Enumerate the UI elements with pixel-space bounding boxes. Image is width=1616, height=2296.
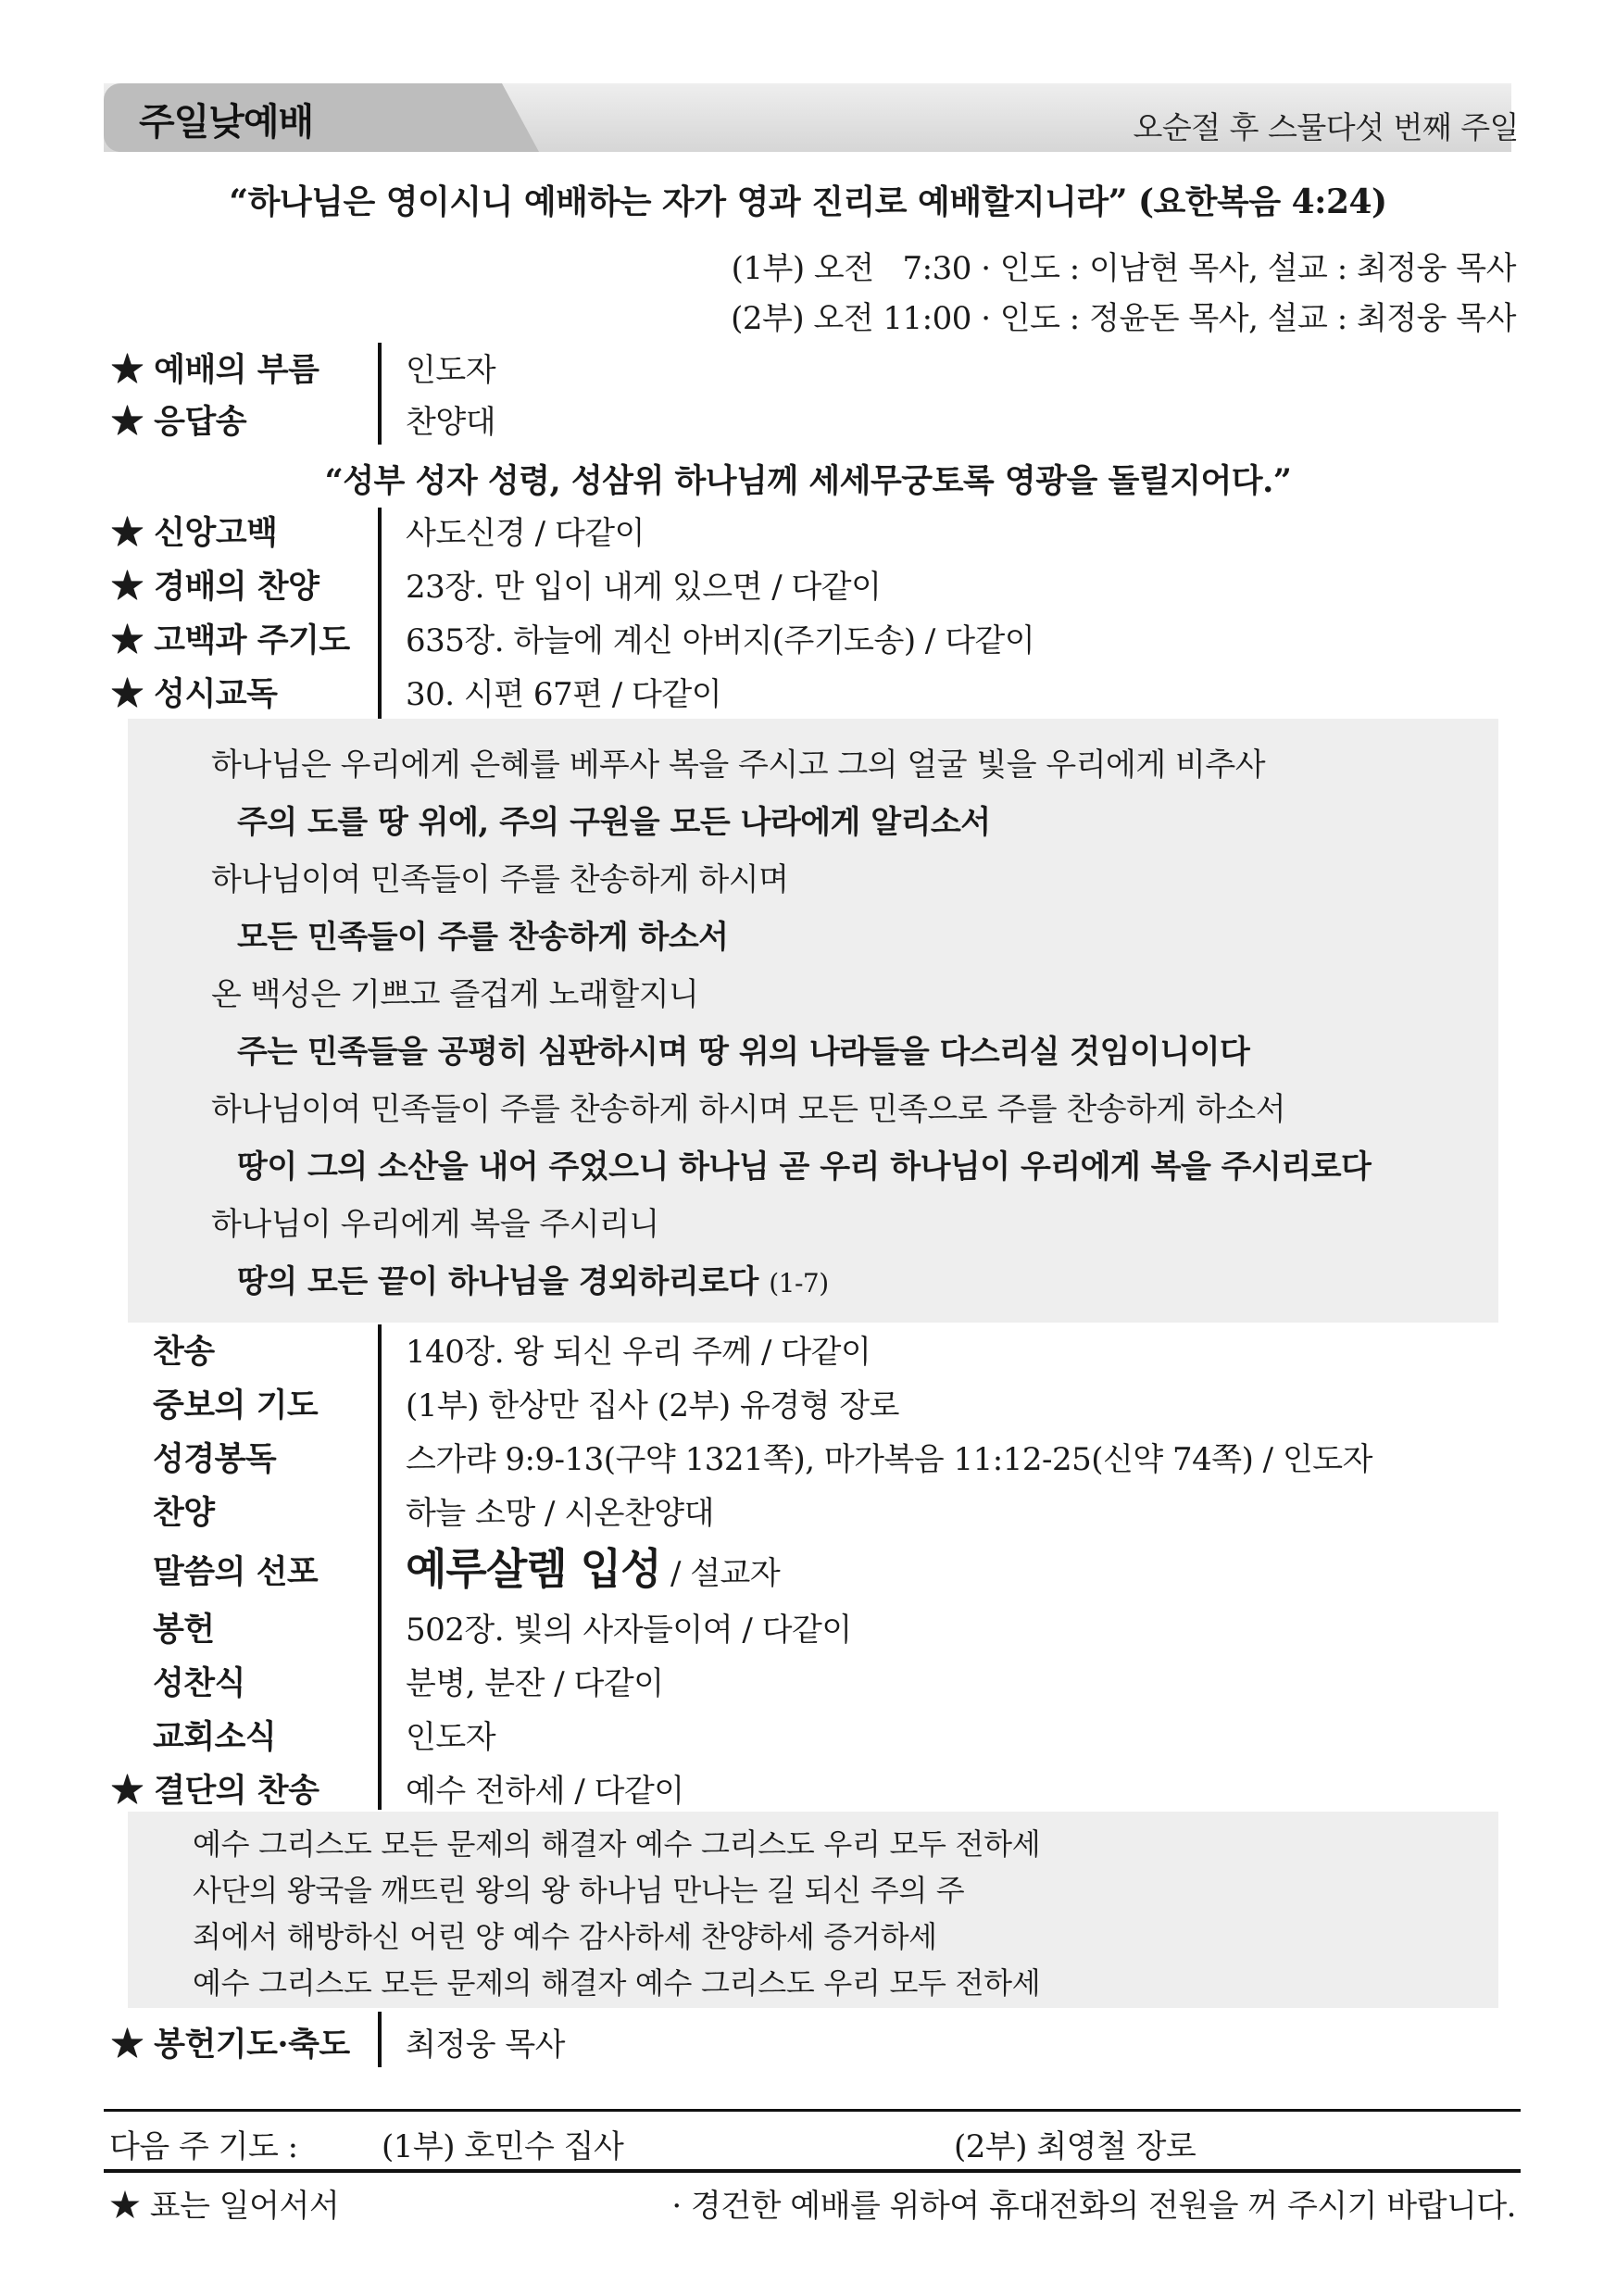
order-value-creed: 사도신경 / 다같이	[406, 515, 645, 552]
order-value-sermon	[406, 1536, 780, 1597]
divider-line	[378, 2012, 382, 2067]
order-label-sermon: 말씀의 선포	[153, 1553, 319, 1591]
scripture-line: 주의 도를 땅 위에, 주의 구원을 모든 나라에게 알리소서	[237, 804, 991, 841]
footer-rule-bottom	[104, 2169, 1521, 2173]
order-value-call: 인도자	[406, 352, 496, 389]
order-label-psalter: ★ 성시교독	[111, 675, 278, 713]
divider-line	[378, 508, 382, 719]
scripture-line: 주는 민족들을 공평히 심판하시며 땅 위의 나라들을 다스리실 것임이니이다	[237, 1034, 1250, 1071]
next-prayer-first: (1부) 호민수 집사	[382, 2128, 624, 2165]
order-value-offering: 502장. 빛의 사자들이여 / 다같이	[406, 1612, 852, 1649]
order-label-benediction: ★ 봉헌기도·축도	[111, 2026, 350, 2064]
scripture-line: 하나님이여 민족들이 주를 찬송하게 하시며 모든 민족으로 주를 찬송하게 하소서	[211, 1091, 1286, 1128]
order-label-confession: ★ 고백과 주기도	[111, 621, 350, 659]
order-value-anthem: 하늘 소망 / 시온찬양대	[406, 1495, 714, 1532]
order-label-praise: ★ 경배의 찬양	[111, 568, 319, 606]
theme-verse: “하나님은 영이시니 예배하는 자가 영과 진리로 예배할지니라” (요한복음 4:24)	[229, 182, 1387, 221]
order-value-confession: 635장. 하늘에 계신 아버지(주기도송) / 다같이	[406, 622, 1035, 659]
scripture-line: 하나님이여 민족들이 주를 찬송하게 하시며	[211, 861, 789, 898]
sermon-title: 예루살렘 입성	[406, 1544, 661, 1594]
order-value-hymn: 140장. 왕 되신 우리 주께 / 다같이	[406, 1334, 871, 1371]
scripture-line-text: 땅의 모든 끝이 하나님을 경외하리로다	[237, 1263, 758, 1300]
order-value-decision-hymn: 예수 전하세 / 다같이	[406, 1773, 684, 1810]
footer-rule-top	[104, 2109, 1521, 2112]
order-value-communion: 분병, 분잔 / 다같이	[406, 1665, 664, 1702]
divider-line	[378, 1324, 382, 1810]
order-label-creed: ★ 신앙고백	[111, 514, 278, 552]
order-label-response: ★ 응답송	[111, 403, 247, 441]
order-label-scripture: 성경봉독	[153, 1440, 277, 1478]
order-label-offering: 봉헌	[153, 1611, 215, 1649]
scripture-reference: (1-7)	[769, 1268, 829, 1299]
order-value-news: 인도자	[406, 1719, 496, 1756]
scripture-line: 하나님이 우리에게 복을 주시리니	[211, 1206, 659, 1243]
order-label-communion: 성찬식	[153, 1664, 245, 1702]
scripture-line: 땅이 그의 소산을 내어 주었으니 하나님 곧 우리 하나님이 우리에게 복을 주시리로다	[237, 1148, 1372, 1186]
order-label-anthem: 찬양	[153, 1494, 215, 1532]
divider-line	[378, 343, 382, 445]
scripture-line: 하나님은 우리에게 은혜를 베푸사 복을 주시고 그의 얼굴 빛을 우리에게 비추사	[211, 747, 1266, 784]
order-label-news: 교회소식	[153, 1718, 277, 1756]
order-label-decision-hymn: ★ 결단의 찬송	[111, 1772, 319, 1810]
hymn-line: 예수 그리스도 모든 문제의 해결자 예수 그리스도 우리 모두 전하세	[193, 1965, 1041, 2001]
page-title: 주일낮예배	[139, 101, 314, 144]
next-prayer-second: (2부) 최영철 장로	[954, 2128, 1196, 2165]
hymn-line: 사단의 왕국을 깨뜨린 왕의 왕 하나님 만나는 길 되신 주의 주	[193, 1873, 965, 1908]
order-label-call: ★ 예배의 부름	[111, 351, 319, 389]
scripture-line: 온 백성은 기쁘고 즐겁게 노래할지니	[211, 976, 699, 1013]
phone-note: · 경건한 예배를 위하여 휴대전화의 전원을 꺼 주시기 바랍니다.	[671, 2188, 1516, 2225]
scripture-line: 모든 민족들이 주를 찬송하게 하소서	[237, 919, 729, 956]
order-label-hymn: 찬송	[153, 1333, 215, 1371]
order-label-intercession: 중보의 기도	[153, 1386, 319, 1424]
order-value-scripture: 스가랴 9:9-13(구약 1321쪽), 마가복음 11:12-25(신약 74쪽) / 인도자	[406, 1441, 1372, 1478]
service-info-1: (1부) 오전 7:30 · 인도 : 이남현 목사, 설교 : 최정웅 목사	[731, 250, 1516, 287]
order-value-psalter: 30. 시편 67편 / 다같이	[406, 676, 722, 713]
sermon-preacher: / 설교자	[660, 1555, 781, 1592]
order-value-response: 찬양대	[406, 404, 496, 441]
scripture-line-last	[237, 1256, 829, 1301]
next-prayer-label: 다음 주 기도 :	[109, 2128, 298, 2165]
order-value-intercession: (1부) 한상만 집사 (2부) 유경형 장로	[406, 1387, 899, 1424]
order-value-praise: 23장. 만 입이 내게 있으면 / 다같이	[406, 569, 882, 606]
service-info-2: (2부) 오전 11:00 · 인도 : 정윤돈 목사, 설교 : 최정웅 목사	[731, 300, 1516, 337]
response-text: “성부 성자 성령, 성삼위 하나님께 세세무궁토록 영광을 돌릴지어다.”	[324, 462, 1292, 500]
order-value-benediction: 최정웅 목사	[406, 2026, 566, 2064]
page-subtitle: 오순절 후 스물다섯 번째 주일	[1133, 109, 1519, 145]
hymn-line: 죄에서 해방하신 어린 양 예수 감사하세 찬양하세 증거하세	[193, 1919, 937, 1954]
hymn-line: 예수 그리스도 모든 문제의 해결자 예수 그리스도 우리 모두 전하세	[193, 1826, 1041, 1862]
standing-note: ★ 표는 일어서서	[109, 2188, 340, 2225]
